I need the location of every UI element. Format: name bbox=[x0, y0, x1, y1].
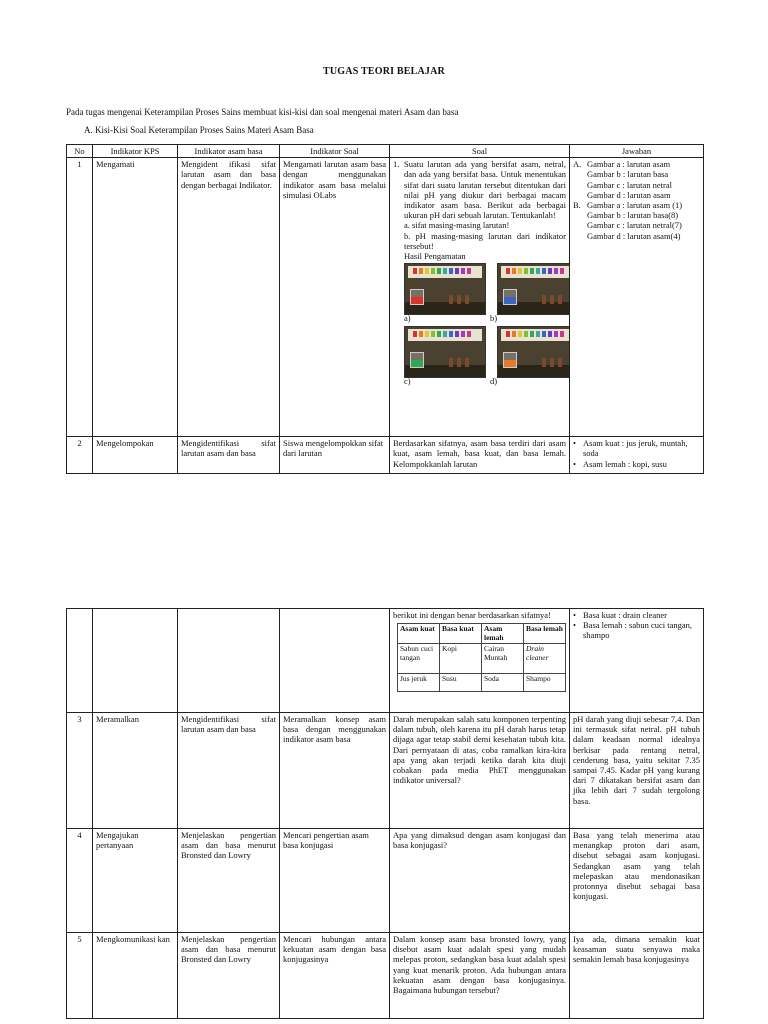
row3-soal: Darah merupakan salah satu komponen terpenting dalam tubuh, oleh karena itu pH darah harus tetap dijaga agar tetap stabil demi kesehatan tubuh kita. Dari pernyataan di atas, coba ramalkan kira-kira apa yang akan terjadi ketika darah kita diuji cobakan pada media PhET menggunakan indikator universal? bbox=[390, 713, 570, 829]
row2-no: 2 bbox=[67, 437, 93, 474]
inner-cell: Soda bbox=[482, 674, 524, 692]
inner-cell: Jus jeruk bbox=[398, 674, 440, 692]
inner-header: Basa kuat bbox=[440, 624, 482, 644]
inner-cell: Drain cleaner bbox=[524, 644, 566, 674]
jawab-a-line: Gambar d : larutan asam bbox=[587, 189, 671, 200]
lab-image-b bbox=[497, 263, 570, 315]
row5-no: 5 bbox=[67, 933, 93, 1019]
table-row bbox=[67, 829, 704, 933]
row3-indikator: Mengidentifikasi sifat larutan asam dan basa bbox=[178, 713, 280, 829]
inner-header: Asam lemah bbox=[482, 624, 524, 644]
row2-jawaban-part2 bbox=[570, 609, 704, 713]
inner-cell: Cairan Muntah bbox=[482, 644, 524, 674]
row1-soal-b: b. pH masing-masing larutan dari indikator tersebut! bbox=[404, 230, 566, 251]
row2-indikator: Mengidentifikasi sifat larutan asam dan basa bbox=[178, 437, 280, 474]
row1-jawaban bbox=[570, 158, 704, 437]
row2-kps: Mengelompokan bbox=[93, 437, 178, 474]
intro-text: Pada tugas mengenai Keterampilan Proses Sains membuat kisi-kisi dan soal mengenai materi Asam dan basa bbox=[66, 107, 459, 117]
lab-image-d bbox=[497, 326, 570, 378]
jawab-a-line: Gambar c : larutan netral bbox=[587, 179, 672, 190]
list-item: • Basa lemah : sabun cuci tangan, shampo bbox=[573, 620, 700, 640]
jawab-b-text: Gambar a : larutan asam (1) Gambar b : larutan basa(8) Gambar c : larutan netral(7) Gambar d : larutan asam(4) bbox=[587, 200, 683, 241]
lab-label-d: d) bbox=[490, 376, 498, 387]
section-heading: A. Kisi-Kisi Soal Keterampilan Proses Sains Materi Asam Basa bbox=[84, 125, 314, 135]
row2-jawaban-part1 bbox=[570, 437, 704, 474]
row2-soal-part1: Berdasarkan sifatnya, asam basa terdiri dari asam kuat, asam lemah, basa kuat, dan basa lemah. Kelompokkanlah larutan bbox=[390, 437, 570, 474]
table-row bbox=[67, 933, 704, 1019]
row4-kps: Mengajukan pertanyaan bbox=[93, 829, 178, 933]
row4-soal-indikator: Mencari pengertian asam basa konjugasi bbox=[280, 829, 390, 933]
lab-screenshots bbox=[404, 263, 566, 393]
lab-image-c bbox=[404, 326, 486, 378]
list-item: • Basa kuat : drain cleaner bbox=[573, 610, 700, 620]
row5-soal: Dalam konsep asam basa bronsted lowry, yang disebut asam kuat adalah spesi yang mudah melepas proton, sedangkan basa kuat adalah spesi yang kuat menarik proton. Ada hubungan antara kekuatan asam dengan basa konjugasinya. Bagaimana hubungan tersebut? bbox=[390, 933, 570, 1019]
row2-soal-indikator: Siswa mengelompokkan sifat dari larutan bbox=[280, 437, 390, 474]
row5-soal-indikator: Mencari hubungan antara kekuatan asam dengan basa konjugasinya bbox=[280, 933, 390, 1019]
kps-table-page1 bbox=[66, 144, 704, 474]
lab-label-c: c) bbox=[404, 376, 411, 387]
lab-image-a bbox=[404, 263, 486, 315]
row1-soal-text: Suatu larutan ada yang bersifat asam, netral, dan ada yang bersifat basa. Untuk menentukan sifat dari suatu larutan tersebut ditentukan dari nilai pH yang diukur dari berbagai macam indikator asam basa. Berikut ada berbagai ukuran pH dari sebuah larutan. Tentukanlah! bbox=[404, 159, 566, 221]
row3-jawaban: pH darah yang diuji sebesar 7,4. Dan ini termasuk sifat netral. pH tubuh dalam keadaan normal idealnya berkisar pada rentang netral, cenderung basa, yaitu sekitar 7.35 sampai 7.45. Kadar pH yang kurang dari 7 dikatakan bersifat asam dan jika lebih dari 7 sudah tergolong basa. bbox=[570, 713, 704, 829]
row1-no: 1 bbox=[67, 158, 93, 437]
row5-indikator: Menjelaskan pengertian asam dan basa menurut Bronsted dan Lowry bbox=[178, 933, 280, 1019]
jawab-b-item: B. Gambar a : larutan asam (1) Gambar b : larutan basa(8) Gambar c : larutan netral(7) Gambar d : larutan asam(4) bbox=[573, 200, 700, 241]
row1-soal-a: a. sifat masing-masing larutan! bbox=[404, 220, 510, 231]
row2-soal-part2: berikut ini dengan benar berdasarkan sifatnya! Asam kuat Basa kuat Asam lemah Basa lemah Sabun cuci tangan Kopi Cairan Muntah Drain cleaner Jus jeruk Susu Soda Shampo bbox=[390, 609, 570, 713]
inner-cell: Kopi bbox=[440, 644, 482, 674]
list-item: • Asam lemah : kopi, susu bbox=[573, 459, 700, 469]
inner-header: Basa lemah bbox=[524, 624, 566, 644]
row1-soal-indikator: Mengamati larutan asam basa dengan menggunakan indikator asam basa melalui simulasi OLabs bbox=[280, 158, 390, 437]
lab-label-b: b) bbox=[490, 313, 498, 324]
document-title: TUGAS TEORI BELAJAR bbox=[323, 66, 445, 77]
header-kps: Indikator KPS bbox=[93, 145, 178, 158]
kps-table-page2 bbox=[66, 608, 704, 1019]
inner-header: Asam kuat bbox=[398, 624, 440, 644]
row5-jawaban: Iya ada, dimana semakin kuat keasaman suatu senyawa maka semakin lemah basa konjugasinya bbox=[570, 933, 704, 1019]
inner-cell: Sabun cuci tangan bbox=[398, 644, 440, 674]
header-indikator-soal: Indikator Soal bbox=[280, 145, 390, 158]
row4-soal: Apa yang dimaksud dengan asam konjugasi dan basa konjugasi? bbox=[390, 829, 570, 933]
classification-table bbox=[397, 623, 566, 692]
table-row bbox=[67, 158, 704, 437]
table-header-row bbox=[67, 145, 704, 158]
list-item: • Asam kuat : jus jeruk, muntah, soda bbox=[573, 438, 700, 458]
row4-no: 4 bbox=[67, 829, 93, 933]
row3-kps: Meramalkan bbox=[93, 713, 178, 829]
row1-kps: Mengamati bbox=[93, 158, 178, 437]
row4-jawaban: Basa yang telah menerima atau menangkap proton dari asam, disebut sebagai asam konjugasi. Sedangkan asam yang telah melepaskan atau mendonasikan protonnya disebut sebagai basa konjugasi. bbox=[570, 829, 704, 933]
table-row bbox=[67, 437, 704, 474]
header-no: No bbox=[67, 145, 93, 158]
table-row bbox=[67, 609, 704, 713]
jawab-a-line: Gambar a : larutan asam bbox=[587, 159, 671, 170]
row1-hasil: Hasil Pengamatan bbox=[404, 251, 466, 262]
jawab-a-line: Gambar b : larutan basa bbox=[587, 169, 669, 180]
header-soal: Soal bbox=[390, 145, 570, 158]
row1-soal bbox=[390, 158, 570, 437]
row3-soal-indikator: Meramalkan konsep asam basa dengan menggunakan indikator asam basa bbox=[280, 713, 390, 829]
header-jawaban: Jawaban bbox=[570, 145, 704, 158]
row3-no: 3 bbox=[67, 713, 93, 829]
jawab-a-item: A. Gambar a : larutan asam Gambar b : larutan basa Gambar c : larutan netral Gambar d : larutan asam bbox=[573, 159, 700, 200]
inner-cell: Susu bbox=[440, 674, 482, 692]
header-indikator: Indikator asam basa bbox=[178, 145, 280, 158]
row5-kps: Mengkomunikasi kan bbox=[93, 933, 178, 1019]
table-row bbox=[67, 713, 704, 829]
row1-soal-number: 1. bbox=[393, 159, 400, 170]
lab-label-a: a) bbox=[404, 313, 411, 324]
inner-cell: Shampo bbox=[524, 674, 566, 692]
row4-indikator: Menjelaskan pengertian asam dan basa menurut Bronsted dan Lowry bbox=[178, 829, 280, 933]
row1-indikator: Mengident ifikasi sifat larutan asam dan basa dengan berbagai Indikator. bbox=[178, 158, 280, 437]
